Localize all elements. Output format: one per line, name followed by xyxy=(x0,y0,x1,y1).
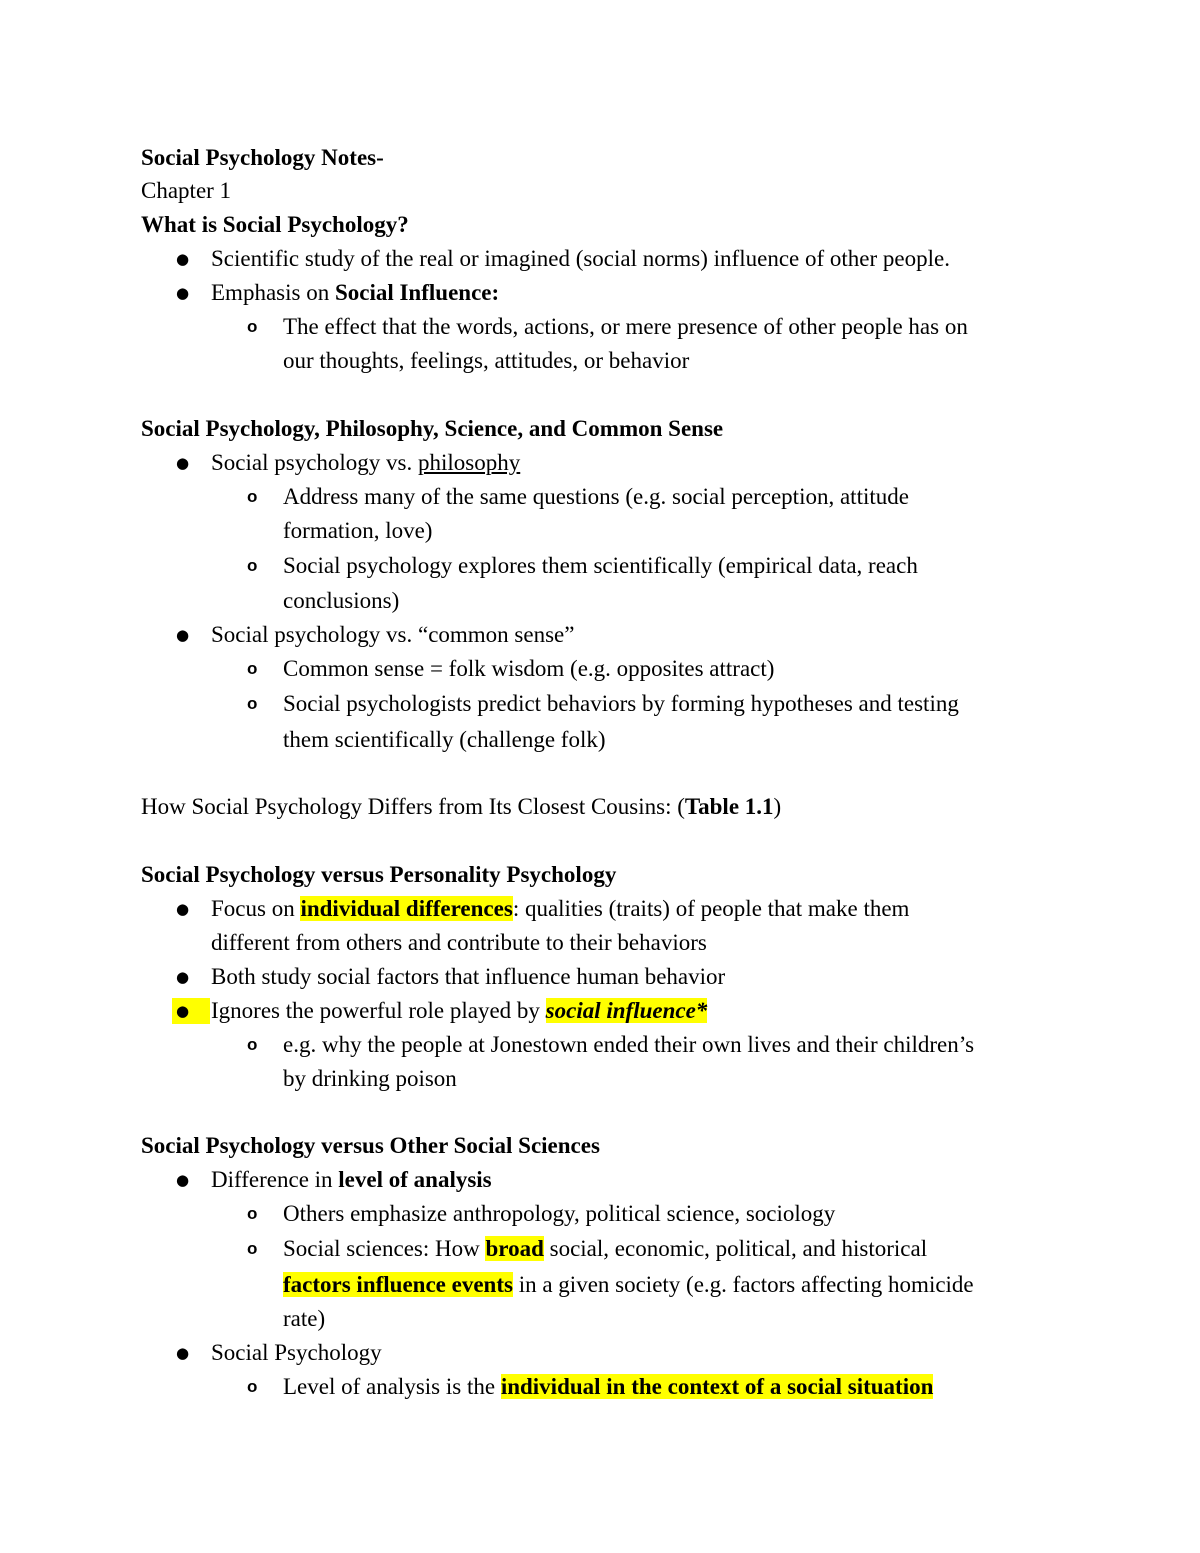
bullet-circle: o xyxy=(247,1239,258,1258)
bold-term: level of analysis xyxy=(338,1167,492,1192)
text-run: ) xyxy=(773,794,782,819)
sub-list-item-continued: our thoughts, feelings, attitudes, or behavior xyxy=(283,348,690,373)
list-item xyxy=(211,1165,492,1195)
bullet-disc: ● xyxy=(176,626,190,644)
text-run: How Social Psychology Differs from Its Closest Cousins: ( xyxy=(141,794,685,819)
bullet-circle: o xyxy=(247,487,258,506)
bullet-circle: o xyxy=(247,1377,258,1396)
sub-list-item: Others emphasize anthropology, political science, sociology xyxy=(283,1201,836,1226)
sub-list-item: e.g. why the people at Jonestown ended their own lives and their children’s xyxy=(283,1032,975,1057)
sub-list-item: Social psychologists predict behaviors by forming hypotheses and testing xyxy=(283,691,959,716)
sub-list-item xyxy=(283,1234,927,1264)
bullet-disc: ● xyxy=(176,1344,190,1362)
highlighted-term: individual differences xyxy=(300,896,513,921)
text-run: Difference in xyxy=(211,1167,339,1192)
list-item: Social Psychology xyxy=(211,1340,382,1365)
list-item xyxy=(211,278,499,308)
chapter-label: Chapter 1 xyxy=(141,178,232,203)
text-run: Focus on xyxy=(211,896,301,921)
sub-list-item: Social psychology explores them scientifically (empirical data, reach xyxy=(283,553,918,578)
list-item: Social psychology vs. “common sense” xyxy=(211,622,575,647)
list-item xyxy=(211,894,909,924)
text-run: Ignores the powerful role played by xyxy=(211,998,546,1023)
bullet-circle: o xyxy=(247,1035,258,1054)
text-run: : qualities (traits) of people that make them xyxy=(512,896,910,921)
bullet-circle: o xyxy=(247,694,258,713)
bold-term: Table 1.1 xyxy=(684,794,774,819)
bullet-disc: ● xyxy=(176,284,190,302)
bullet-circle: o xyxy=(247,556,258,575)
sub-list-item-continued: them scientifically (challenge folk) xyxy=(283,727,606,752)
highlighted-term: individual in the context of a social situation xyxy=(500,1374,934,1399)
sub-list-item: The effect that the words, actions, or mere presence of other people has on xyxy=(283,314,968,339)
sub-list-item-continued xyxy=(283,1270,974,1300)
bullet-disc: ● xyxy=(176,1002,190,1020)
bullet-disc: ● xyxy=(176,1171,190,1189)
sub-list-item-continued: rate) xyxy=(283,1306,326,1331)
sub-list-item-continued: conclusions) xyxy=(283,588,400,613)
sub-list-item: Address many of the same questions (e.g. social perception, attitude xyxy=(283,484,909,509)
highlighted-term: factors influence events xyxy=(283,1272,513,1297)
bold-term: Social Influence: xyxy=(334,280,500,305)
sub-list-item xyxy=(283,1372,933,1402)
bullet-circle: o xyxy=(247,659,258,678)
list-item xyxy=(211,448,520,478)
highlighted-term: social influence* xyxy=(545,998,708,1023)
text-run: Social psychology vs. xyxy=(211,450,418,475)
text-run: Emphasis on xyxy=(211,280,335,305)
list-item-continued: different from others and contribute to their behaviors xyxy=(211,930,707,955)
sub-list-item-continued: by drinking poison xyxy=(283,1066,457,1091)
table-reference-line xyxy=(141,792,781,822)
text-run: Social sciences: How xyxy=(283,1236,486,1261)
list-item: Scientific study of the real or imagined (social norms) influence of other people. xyxy=(211,246,950,271)
sub-list-item: Common sense = folk wisdom (e.g. opposites attract) xyxy=(283,656,775,681)
text-run: in a given society (e.g. factors affecting homicide xyxy=(512,1272,974,1297)
section-heading-personality: Social Psychology versus Personality Psychology xyxy=(141,862,617,887)
bullet-disc: ● xyxy=(176,454,190,472)
section-heading-philosophy: Social Psychology, Philosophy, Science, and Common Sense xyxy=(141,416,724,441)
text-run: social, economic, political, and historical xyxy=(543,1236,928,1261)
underlined-term: philosophy xyxy=(418,450,521,475)
bullet-circle: o xyxy=(247,317,258,336)
list-item xyxy=(211,996,707,1026)
section-heading-what-is: What is Social Psychology? xyxy=(141,212,409,237)
list-item: Both study social factors that influence human behavior xyxy=(211,964,726,989)
text-run: Level of analysis is the xyxy=(283,1374,501,1399)
sub-list-item-continued: formation, love) xyxy=(283,518,433,543)
bullet-circle: o xyxy=(247,1204,258,1223)
section-heading-other-sciences: Social Psychology versus Other Social Sciences xyxy=(141,1133,600,1158)
bullet-disc: ● xyxy=(176,900,190,918)
bullet-disc: ● xyxy=(176,250,190,268)
highlighted-term: broad xyxy=(485,1236,544,1261)
bullet-disc: ● xyxy=(176,968,190,986)
document-title: Social Psychology Notes- xyxy=(141,145,384,170)
